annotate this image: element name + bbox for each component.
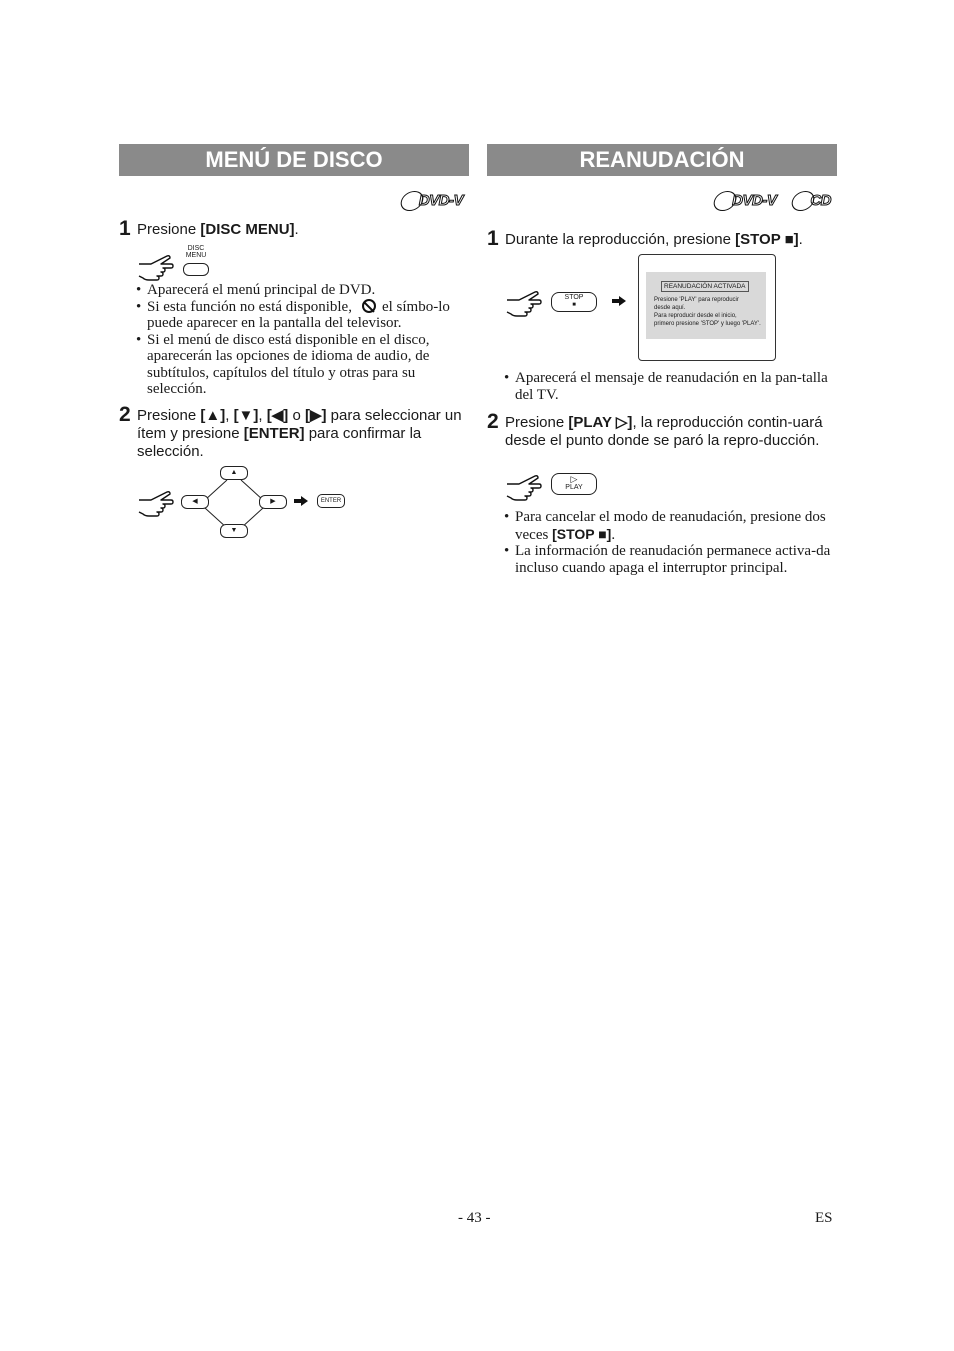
step-number: 2 (487, 410, 499, 433)
step-number: 1 (487, 227, 499, 250)
key-name: [PLAY ▷] (568, 414, 633, 431)
section-disc-menu (119, 144, 469, 534)
step-2 (487, 410, 837, 450)
language-code: ES (815, 1210, 833, 1226)
note-item: • La información de reanudación permanece activa-da incluso cuando apaga el interruptor principal. (504, 543, 837, 576)
note-item: • Aparecerá el menú principal de DVD. (136, 282, 469, 299)
note-item: • Aparecerá el mensaje de reanudación en la pan-talla del TV. (504, 370, 837, 403)
play-button[interactable]: ▷ PLAY (551, 473, 597, 495)
step-instruction: Presione [PLAY ▷], la reproducción contin-uará desde el punto donde se paró la repro-ducción. (505, 414, 823, 449)
section-title: MENÚ DE DISCO (119, 144, 469, 176)
cd-badge: CD (792, 190, 835, 212)
format-badges (714, 190, 835, 212)
section-title: REANUDACIÓN (487, 144, 837, 176)
osd-message: Presione 'PLAY' para reproducir desde aquí. Para reproducir desde el inicio, primero presione 'STOP' y luego 'PLAY'. (654, 297, 761, 327)
step-1-notes (136, 282, 469, 398)
resume-osd (646, 272, 766, 339)
step-1-notes (504, 370, 837, 403)
note-item: • Si el menú de disco está disponible en el disco, aparecerán las opciones de idioma de audio, de subtítulos, capítulos del título y otras para su selección. (136, 332, 469, 398)
step-instruction: Presione [DISC MENU]. (137, 221, 299, 238)
pointing-hand-icon (505, 470, 543, 502)
dvd-v-badge: DVD-V (401, 190, 467, 212)
note-item: • Si esta función no está disponible, el símbo-lo puede aparecer en la pantalla del televisor. (136, 299, 469, 332)
page-number: - 43 - (458, 1210, 491, 1226)
format-badges (401, 190, 467, 212)
key-name: [DISC MENU] (200, 221, 295, 238)
right-button[interactable]: ▶ (259, 495, 287, 509)
arrow-right-icon (293, 495, 309, 507)
section-resume (487, 144, 837, 576)
play-icon: ▷ (570, 474, 578, 484)
step-number: 2 (119, 403, 131, 426)
up-button[interactable]: ▲ (220, 466, 248, 480)
pointing-hand-icon (137, 250, 175, 282)
key-name: [STOP ■] (735, 231, 799, 248)
step-instruction: Durante la reproducción, presione [STOP ■]. (505, 231, 803, 248)
step-2-notes (504, 509, 837, 576)
osd-title: REANUDACIÓN ACTIVADA (661, 281, 749, 292)
enter-button[interactable]: ENTER (317, 494, 345, 508)
step-instruction: Presione [▲], [▼], [◀] o [▶] para seleccionar un ítem y presione [ENTER] para confirmar la selección. (137, 407, 462, 460)
dvd-v-badge: DVD-V (714, 190, 780, 212)
pointing-hand-icon (137, 486, 175, 518)
step-number: 1 (119, 217, 131, 240)
note-item: • Para cancelar el modo de reanudación, presione dos veces [STOP ■]. (504, 509, 837, 543)
step-1 (487, 227, 837, 250)
step-2 (119, 403, 469, 461)
step-1 (119, 217, 469, 240)
down-button[interactable]: ▼ (220, 524, 248, 538)
tv-screen (638, 254, 776, 361)
stop-icon: ■ (572, 302, 576, 308)
disc-menu-button[interactable] (183, 263, 209, 276)
disc-menu-button-label: DISC MENU (185, 245, 207, 259)
left-button[interactable]: ◀ (181, 495, 209, 509)
prohibited-icon (362, 299, 376, 313)
stop-button[interactable]: STOP ■ (551, 292, 597, 312)
arrow-right-icon (611, 295, 627, 307)
pointing-hand-icon (505, 286, 543, 318)
